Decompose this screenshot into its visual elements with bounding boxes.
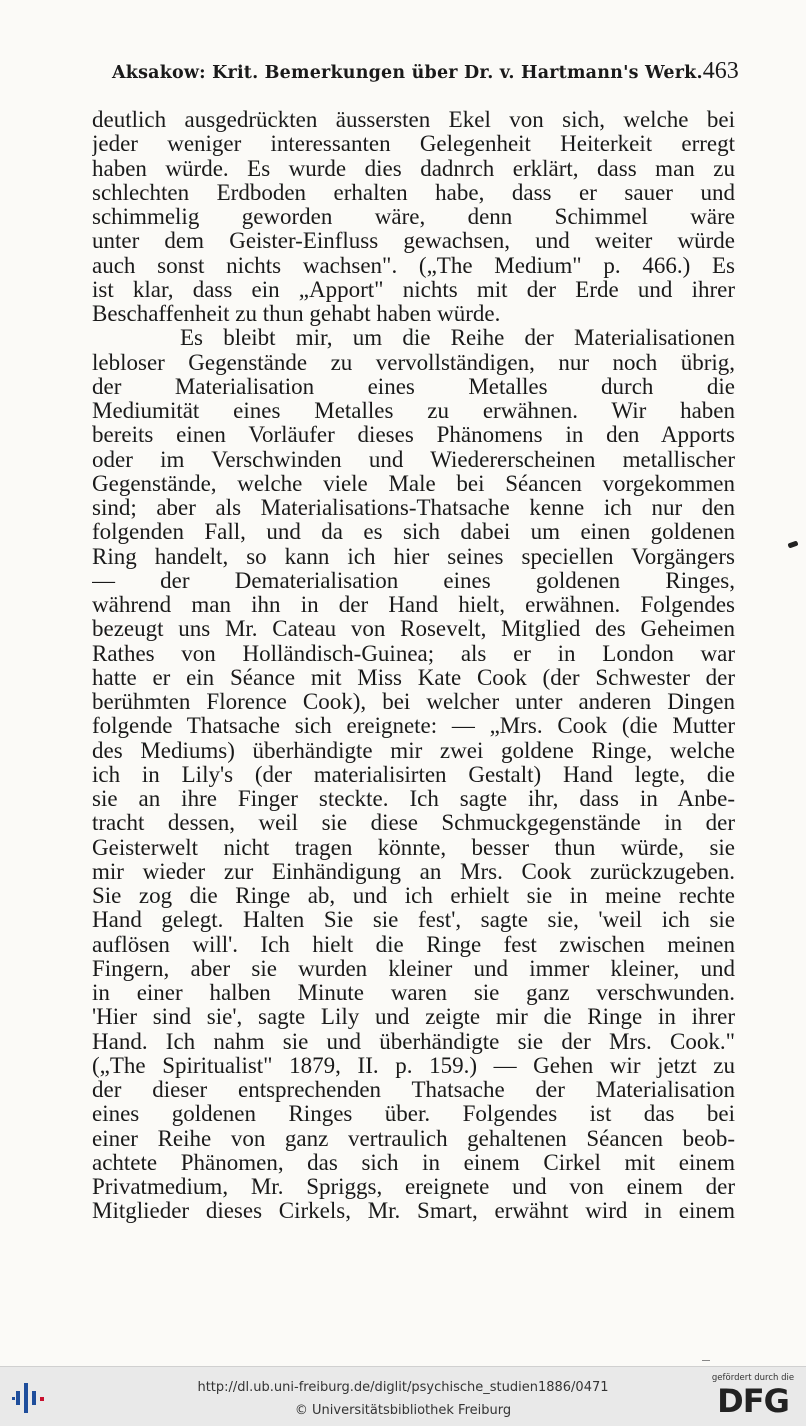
text-line: tracht dessen, weil sie diese Schmuckgegenstände in der [92, 811, 735, 836]
running-header [112, 58, 739, 92]
text-line: jeder weniger interessanten Gelegenheit Heiterkeit erregt [92, 132, 735, 157]
text-line: Beschaffenheit zu thun gehabt haben würde. [92, 302, 501, 326]
copyright-notice: © Universitätsbibliothek Freiburg [294, 1403, 512, 1418]
text-line: Gegenstände, welche viele Male bei Séancen vorgekommen [92, 471, 735, 496]
text-line: achtete Phänomen, das sich in einem Cirkel mit einem [92, 1150, 735, 1175]
text-line: schimmelig geworden wäre, denn Schimmel wäre [92, 205, 735, 229]
text-line: einer Reihe von ganz vertraulich gehaltenen Séancen beob- [92, 1126, 735, 1151]
source-url-link[interactable]: http://dl.ub.uni-freiburg.de/diglit/psychische_studien1886/0471 [197, 1380, 609, 1395]
text-line: Hand gelegt. Halten Sie sie fest', sagte sie, 'weil ich sie [92, 908, 735, 933]
text-line: Fingern, aber sie wurden kleiner und immer kleiner, und [92, 956, 735, 981]
text-line: des Mediums) überhändigte mir zwei goldene Ringe, welche [92, 738, 735, 763]
text-line: Geisterwelt nicht tragen könnte, besser thun würde, sie [92, 835, 735, 860]
text-line: folgende Thatsache sich ereignete: — „Mrs. Cook (die Mutter [92, 714, 735, 739]
page-number: 463 [702, 58, 739, 84]
text-line: auflösen will'. Ich hielt die Ringe fest zwischen meinen [92, 932, 735, 957]
text-line: bezeugt uns Mr. Cateau von Rosevelt, Mitglied des Geheimen [92, 617, 735, 642]
text-line: Hand. Ich nahm sie und überhändigte sie der Mrs. Cook." [92, 1029, 735, 1054]
text-line: während man ihn in der Hand hielt, erwähnen. Folgendes [92, 593, 735, 617]
text-line: 'Hier sind sie', sagte Lily und zeigte mir die Ringe in ihrer [92, 1005, 735, 1030]
text-line: Es bleibt mir, um die Reihe der Materialisationen [180, 326, 735, 351]
viewer-footer [0, 1366, 806, 1426]
text-line: haben würde. Es wurde dies dadnrch erklärt, dass man zu [92, 156, 735, 181]
text-line: eines goldenen Ringes über. Folgendes ist das bei [92, 1102, 735, 1127]
text-line: der dieser entsprechenden Thatsache der Materialisation [92, 1078, 735, 1102]
text-line: schlechten Erdboden erhalten habe, dass er sauer und [92, 180, 735, 205]
text-line: ist klar, dass ein „Apport" nichts mit der Erde und ihrer [92, 277, 735, 302]
text-line: Sie zog die Ringe ab, und ich erhielt sie in meine rechte [92, 884, 735, 908]
text-line: („The Spiritualist" 1879, II. p. 159.) — Gehen wir jetzt zu [92, 1053, 735, 1078]
text-line: lebloser Gegenstände zu vervollständigen, nur noch übrig, [92, 350, 735, 375]
dfg-wordmark: DFG [717, 1382, 789, 1420]
text-line: in einer halben Minute waren sie ganz verschwunden. [92, 981, 735, 1005]
text-line: folgenden Fall, und da es sich dabei um einen goldenen [92, 520, 735, 545]
text-line: bereits einen Vorläufer dieses Phänomens in den Apports [92, 423, 735, 448]
text-line: Mitglieder dieses Cirkels, Mr. Smart, erwähnt wird in einem [92, 1199, 735, 1224]
dfg-caption: gefördert durch die [711, 1373, 795, 1383]
text-line: berühmten Florence Cook), bei welcher unter anderen Dingen [92, 690, 735, 714]
text-line: Privatmedium, Mr. Spriggs, ereignete und von einem der [92, 1175, 735, 1199]
text-line: sind; aber als Materialisations-Thatsache kenne ich nur den [92, 496, 735, 520]
text-line: — der Dematerialisation eines goldenen Ringes, [92, 568, 735, 593]
text-line: oder im Verschwinden und Wiedererscheinen metallischer [92, 447, 735, 472]
text-line: der Materialisation eines Metalles durch die [92, 374, 735, 399]
text-line: ich in Lily's (der materialisirten Gestalt) Hand legte, die [92, 762, 735, 787]
text-line: hatte er ein Séance mit Miss Kate Cook (der Schwester der [92, 665, 735, 690]
text-line: unter dem Geister-Einfluss gewachsen, und weiter würde [92, 229, 735, 254]
margin-mark [787, 540, 798, 548]
body-text [92, 108, 735, 1224]
text-line: Ring handelt, so kann ich hier seines speciellen Vorgängers [92, 544, 735, 569]
text-line: Rathes von Holländisch-Guinea; als er in London war [92, 641, 735, 666]
text-line: deutlich ausgedrückten äussersten Ekel von sich, welche bei [92, 108, 735, 132]
text-line: mir wieder zur Einhändigung an Mrs. Cook zurückzugeben. [92, 859, 735, 884]
text-line: Mediumität eines Metalles zu erwähnen. Wir haben [92, 399, 735, 423]
divider [702, 1360, 710, 1361]
dfg-logo [708, 1373, 798, 1423]
text-line: sie an ihre Finger steckte. Ich sagte ihr, dass in Anbe- [92, 787, 735, 811]
text-line: auch sonst nichts wachsen". („The Medium" p. 466.) Es [92, 253, 735, 278]
running-title: Aksakow: Krit. Bemerkungen über Dr. v. Hartmann's Werk. [112, 63, 703, 83]
